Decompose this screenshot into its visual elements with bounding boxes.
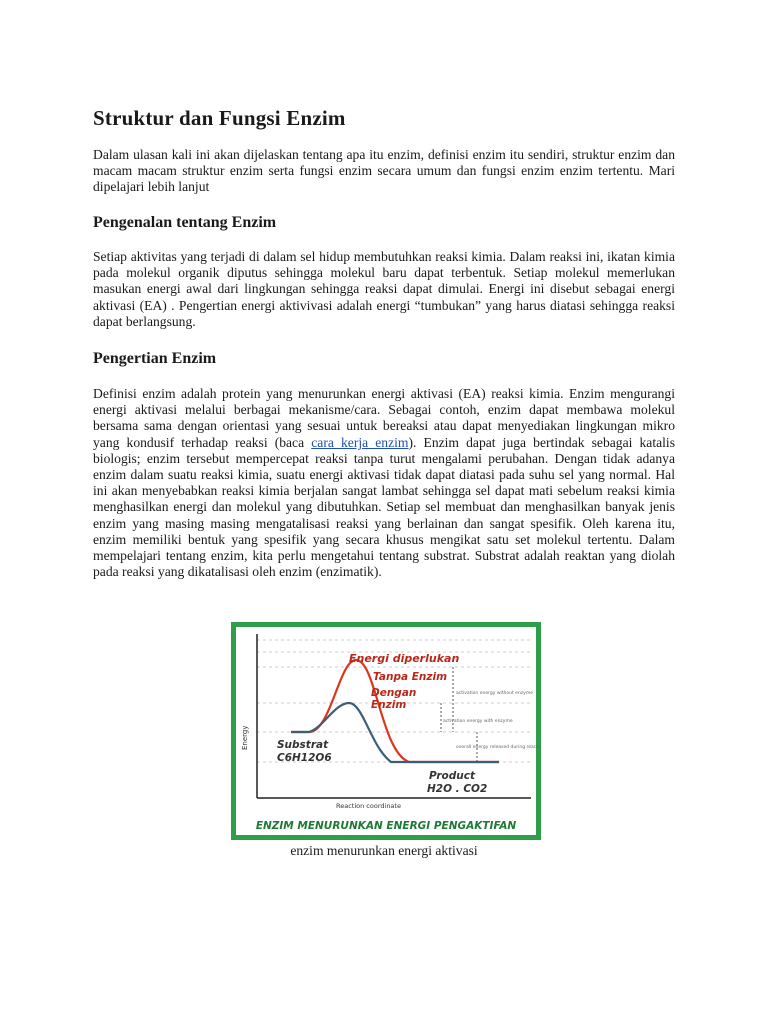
note-energy-released: overall energy released during reaction bbox=[456, 745, 541, 750]
label-without-enzyme: Tanpa Enzim bbox=[373, 671, 448, 683]
section-heading-pengertian: Pengertian Enzim bbox=[93, 350, 217, 367]
label-with-enzyme-2: Enzim bbox=[371, 699, 407, 711]
label-with-enzyme-1: Dengan bbox=[371, 687, 417, 699]
energy-diagram bbox=[231, 622, 541, 840]
body-text-part-2: ). Enzim dapat juga bertindak sebagai katalis biologis; enzim tersebut mempercepat reaksi tanpa turut mengalami perubahan. Dengan tidak adanya enzim dalam suatu reaksi kimia, suatu energi aktivasi tidak dapat diatasi pada suhu sel yang normal. Hal ini akan menyebabkan reaksi kimia berjalan sangat lambat sehingga sel dapat mati sebelum reaksi kimia menghasilkan energi dan molekul yang dibutuhkan. Setiap sel membuat dan menghasilkan banyak jenis enzim yang masing masing mengatalisasi reaksi yang berlainan dan sangat spesifik. Oleh karena itu, enzim memiliki bentuk yang spesifik yang secara khusus mengikat satu set molekul tertentu. Dalam mempelajari tentang enzim, kita perlu mengetahui tentang substrat. Substrat adalah reaktan yang diolah pada reaksi yang dikatalisasi oleh enzim (enzimatik). bbox=[93, 434, 675, 580]
label-product-formula: H2O . CO2 bbox=[427, 783, 488, 795]
figure-caption: enzim menurunkan energi aktivasi bbox=[290, 843, 478, 858]
label-substrate: Substrat bbox=[277, 739, 329, 751]
section-body-pengertian bbox=[93, 386, 675, 580]
body-text-part-1: Definisi enzim adalah protein yang menurunkan energi aktivasi (EA) reaksi kimia. Enzim mengurangi energi aktivasi melalui berbagai mekanisme/cara. Sebagai contoh, enzim dapat membawa molekul bersama sama dengan orientasi yang sesuai untuk bereaksi atau dapat menyediakan lingkungan mikro yang kondusif terhadap reaksi (baca bbox=[93, 386, 675, 450]
section-heading-pengenalan: Pengenalan tentang Enzim bbox=[93, 214, 277, 231]
x-axis-label: Reaction coordinate bbox=[336, 802, 401, 810]
cara-kerja-enzim-link[interactable]: cara kerja enzim bbox=[311, 434, 409, 450]
section-body-pengenalan: Setiap aktivitas yang terjadi di dalam sel hidup membutuhkan reaksi kimia. Dalam reaksi ini, ikatan kimia pada molekul organik diputus sehingga molekul baru dapat terbentuk. Setiap molekul memerlukan masukan energi awal dari lingkungan sehingga reaksi dapat dimulai. Energi ini disebut sebagai energi aktivasi (EA) . Pengertian energi aktivivasi adalah energi “tumbukan” yang harus diatasi sehingga reaksi dapat berlangsung. bbox=[93, 249, 675, 329]
label-substrate-formula: C6H12O6 bbox=[277, 752, 332, 764]
label-product: Product bbox=[429, 770, 475, 782]
y-axis-label: Energy bbox=[241, 725, 249, 750]
note-activation-without: activation energy without enzyme bbox=[456, 691, 533, 696]
document-title: Struktur dan Fungsi Enzim bbox=[93, 106, 346, 130]
intro-paragraph: Dalam ulasan kali ini akan dijelaskan tentang apa itu enzim, definisi enzim itu sendiri, struktur enzim dan macam macam struktur enzim serta fungsi enzim secara umum dan fungsi enzim enzim tertentu. Mari dipelajari lebih lanjut bbox=[93, 147, 675, 195]
figure-banner: ENZIM MENURUNKAN ENERGI PENGAKTIFAN bbox=[255, 820, 517, 832]
label-energy-required: Energi diperlukan bbox=[349, 652, 460, 665]
note-activation-with: activation energy with enzyme bbox=[443, 719, 513, 724]
energy-diagram-figure bbox=[231, 622, 541, 840]
